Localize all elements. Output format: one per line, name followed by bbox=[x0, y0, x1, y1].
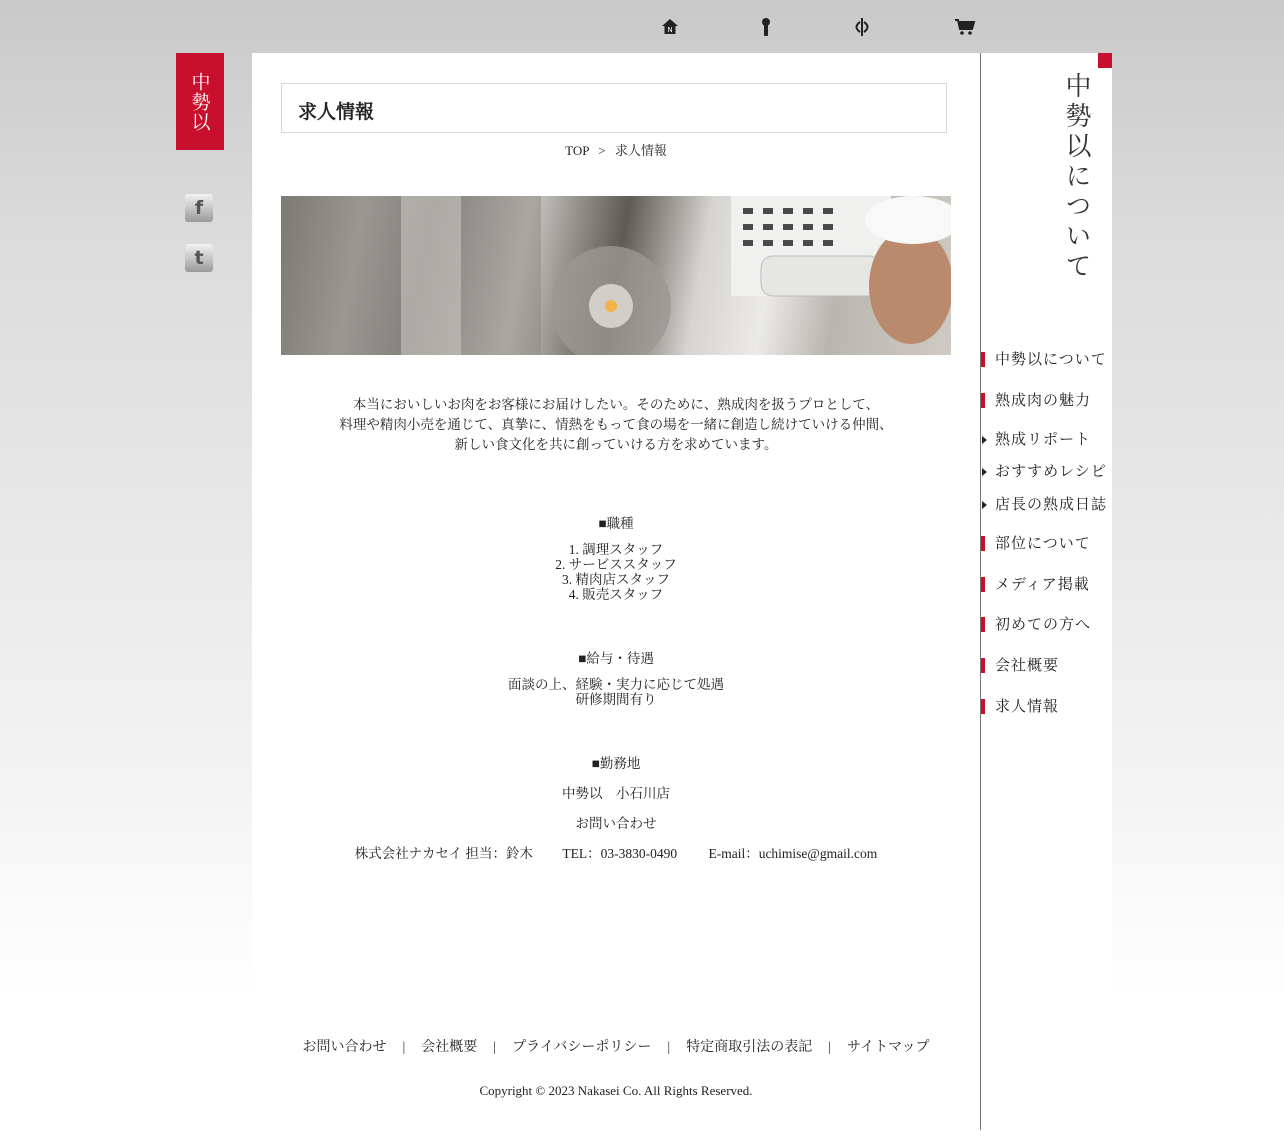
contact-company: 株式会社ナカセイ 担当：鈴木 bbox=[354, 846, 533, 861]
footer-link-privacy[interactable]: プライバシーポリシー bbox=[512, 1040, 652, 1055]
breadcrumb-separator: > bbox=[598, 143, 606, 158]
intro-text bbox=[281, 395, 951, 455]
facebook-button[interactable] bbox=[176, 185, 222, 231]
svg-text:N: N bbox=[667, 26, 673, 34]
footer-separator: | bbox=[402, 1040, 406, 1055]
logo-text: 中勢以 bbox=[188, 71, 211, 132]
footer-separator: | bbox=[828, 1040, 832, 1055]
breadcrumb-home-link[interactable]: TOP bbox=[565, 143, 589, 158]
sidebar-item-cuts[interactable]: 部位について bbox=[981, 533, 1112, 555]
footer-links bbox=[252, 1036, 980, 1056]
sidebar-item-recipes[interactable]: おすすめレシピ bbox=[981, 461, 1112, 483]
page-title: 求人情報 bbox=[298, 101, 375, 123]
location-store: 中勢以 小石川店 bbox=[562, 786, 670, 801]
sidebar-item-about[interactable]: 中勢以について bbox=[981, 349, 1112, 371]
list-item: 3. 精肉店スタッフ bbox=[562, 572, 670, 587]
sidebar-item-first-time[interactable]: 初めての方へ bbox=[981, 614, 1112, 636]
sidebar-item-diary[interactable]: 店長の熟成日誌 bbox=[981, 494, 1112, 516]
sidebar-vertical-title: 中勢以について bbox=[1061, 72, 1091, 282]
twitter-icon: t bbox=[185, 244, 213, 272]
site-logo[interactable] bbox=[176, 53, 224, 150]
contact-info bbox=[281, 842, 951, 862]
sidebar-item-appeal[interactable]: 熟成肉の魅力 bbox=[981, 390, 1112, 412]
home-icon[interactable] bbox=[657, 14, 683, 40]
sidebar-accent bbox=[1098, 53, 1112, 68]
breadcrumb-current: 求人情報 bbox=[614, 143, 667, 158]
salary-line: 研修期間有り bbox=[575, 692, 657, 707]
intro-line: 本当においしいお肉をお客様にお届けしたい。そのために、熟成肉を扱うプロとして、 bbox=[352, 397, 880, 412]
footer-link-contact[interactable]: お問い合わせ bbox=[302, 1040, 387, 1055]
keyhole-icon[interactable] bbox=[753, 14, 779, 40]
sidebar-item-media[interactable]: メディア掲載 bbox=[981, 574, 1112, 596]
breadcrumb bbox=[281, 140, 951, 159]
footer-link-company[interactable]: 会社概要 bbox=[421, 1040, 478, 1055]
contact-tel: TEL：03-3830-0490 bbox=[562, 846, 678, 861]
list-item: 2. サービススタッフ bbox=[555, 557, 677, 572]
page-title-box bbox=[281, 83, 947, 133]
job-types-list bbox=[281, 542, 951, 602]
job-types-heading: ■職種 bbox=[598, 516, 634, 531]
salary-heading: ■給与・待遇 bbox=[578, 651, 654, 666]
salary-details bbox=[281, 677, 951, 707]
footer-link-sitemap[interactable]: サイトマップ bbox=[847, 1040, 930, 1055]
twitter-button[interactable] bbox=[176, 235, 222, 281]
contact-email: E-mail：uchimise@gmail.com bbox=[708, 846, 878, 861]
footer-separator: | bbox=[667, 1040, 671, 1055]
sidebar-item-company[interactable]: 会社概要 bbox=[981, 655, 1112, 677]
copyright: Copyright © 2023 Nakasei Co. All Rights Reserved. bbox=[479, 1083, 753, 1098]
hero-image bbox=[281, 196, 951, 355]
footer-separator: | bbox=[493, 1040, 497, 1055]
location-heading: ■勤務地 bbox=[591, 756, 641, 771]
contact-heading: お問い合わせ bbox=[575, 816, 657, 831]
brand-mark-icon[interactable] bbox=[849, 14, 875, 40]
footer-link-legal[interactable]: 特定商取引法の表記 bbox=[686, 1040, 813, 1055]
sidebar-item-report[interactable]: 熟成リポート bbox=[981, 429, 1112, 451]
salary-line: 面談の上、経験・実力に応じて処遇 bbox=[508, 677, 724, 692]
top-navigation bbox=[0, 0, 1284, 53]
list-item: 4. 販売スタッフ bbox=[568, 587, 664, 602]
facebook-icon: f bbox=[185, 194, 213, 222]
cart-icon[interactable] bbox=[952, 14, 978, 40]
sidebar-item-recruit[interactable]: 求人情報 bbox=[981, 696, 1112, 718]
list-item: 1. 調理スタッフ bbox=[568, 542, 664, 557]
intro-line: 新しい食文化を共に創っていける方を求めています。 bbox=[454, 437, 778, 452]
intro-line: 料理や精肉小売を通じて、真摯に、情熱をもって食の場を一緒に創造し続けていける仲間、 bbox=[339, 417, 893, 432]
